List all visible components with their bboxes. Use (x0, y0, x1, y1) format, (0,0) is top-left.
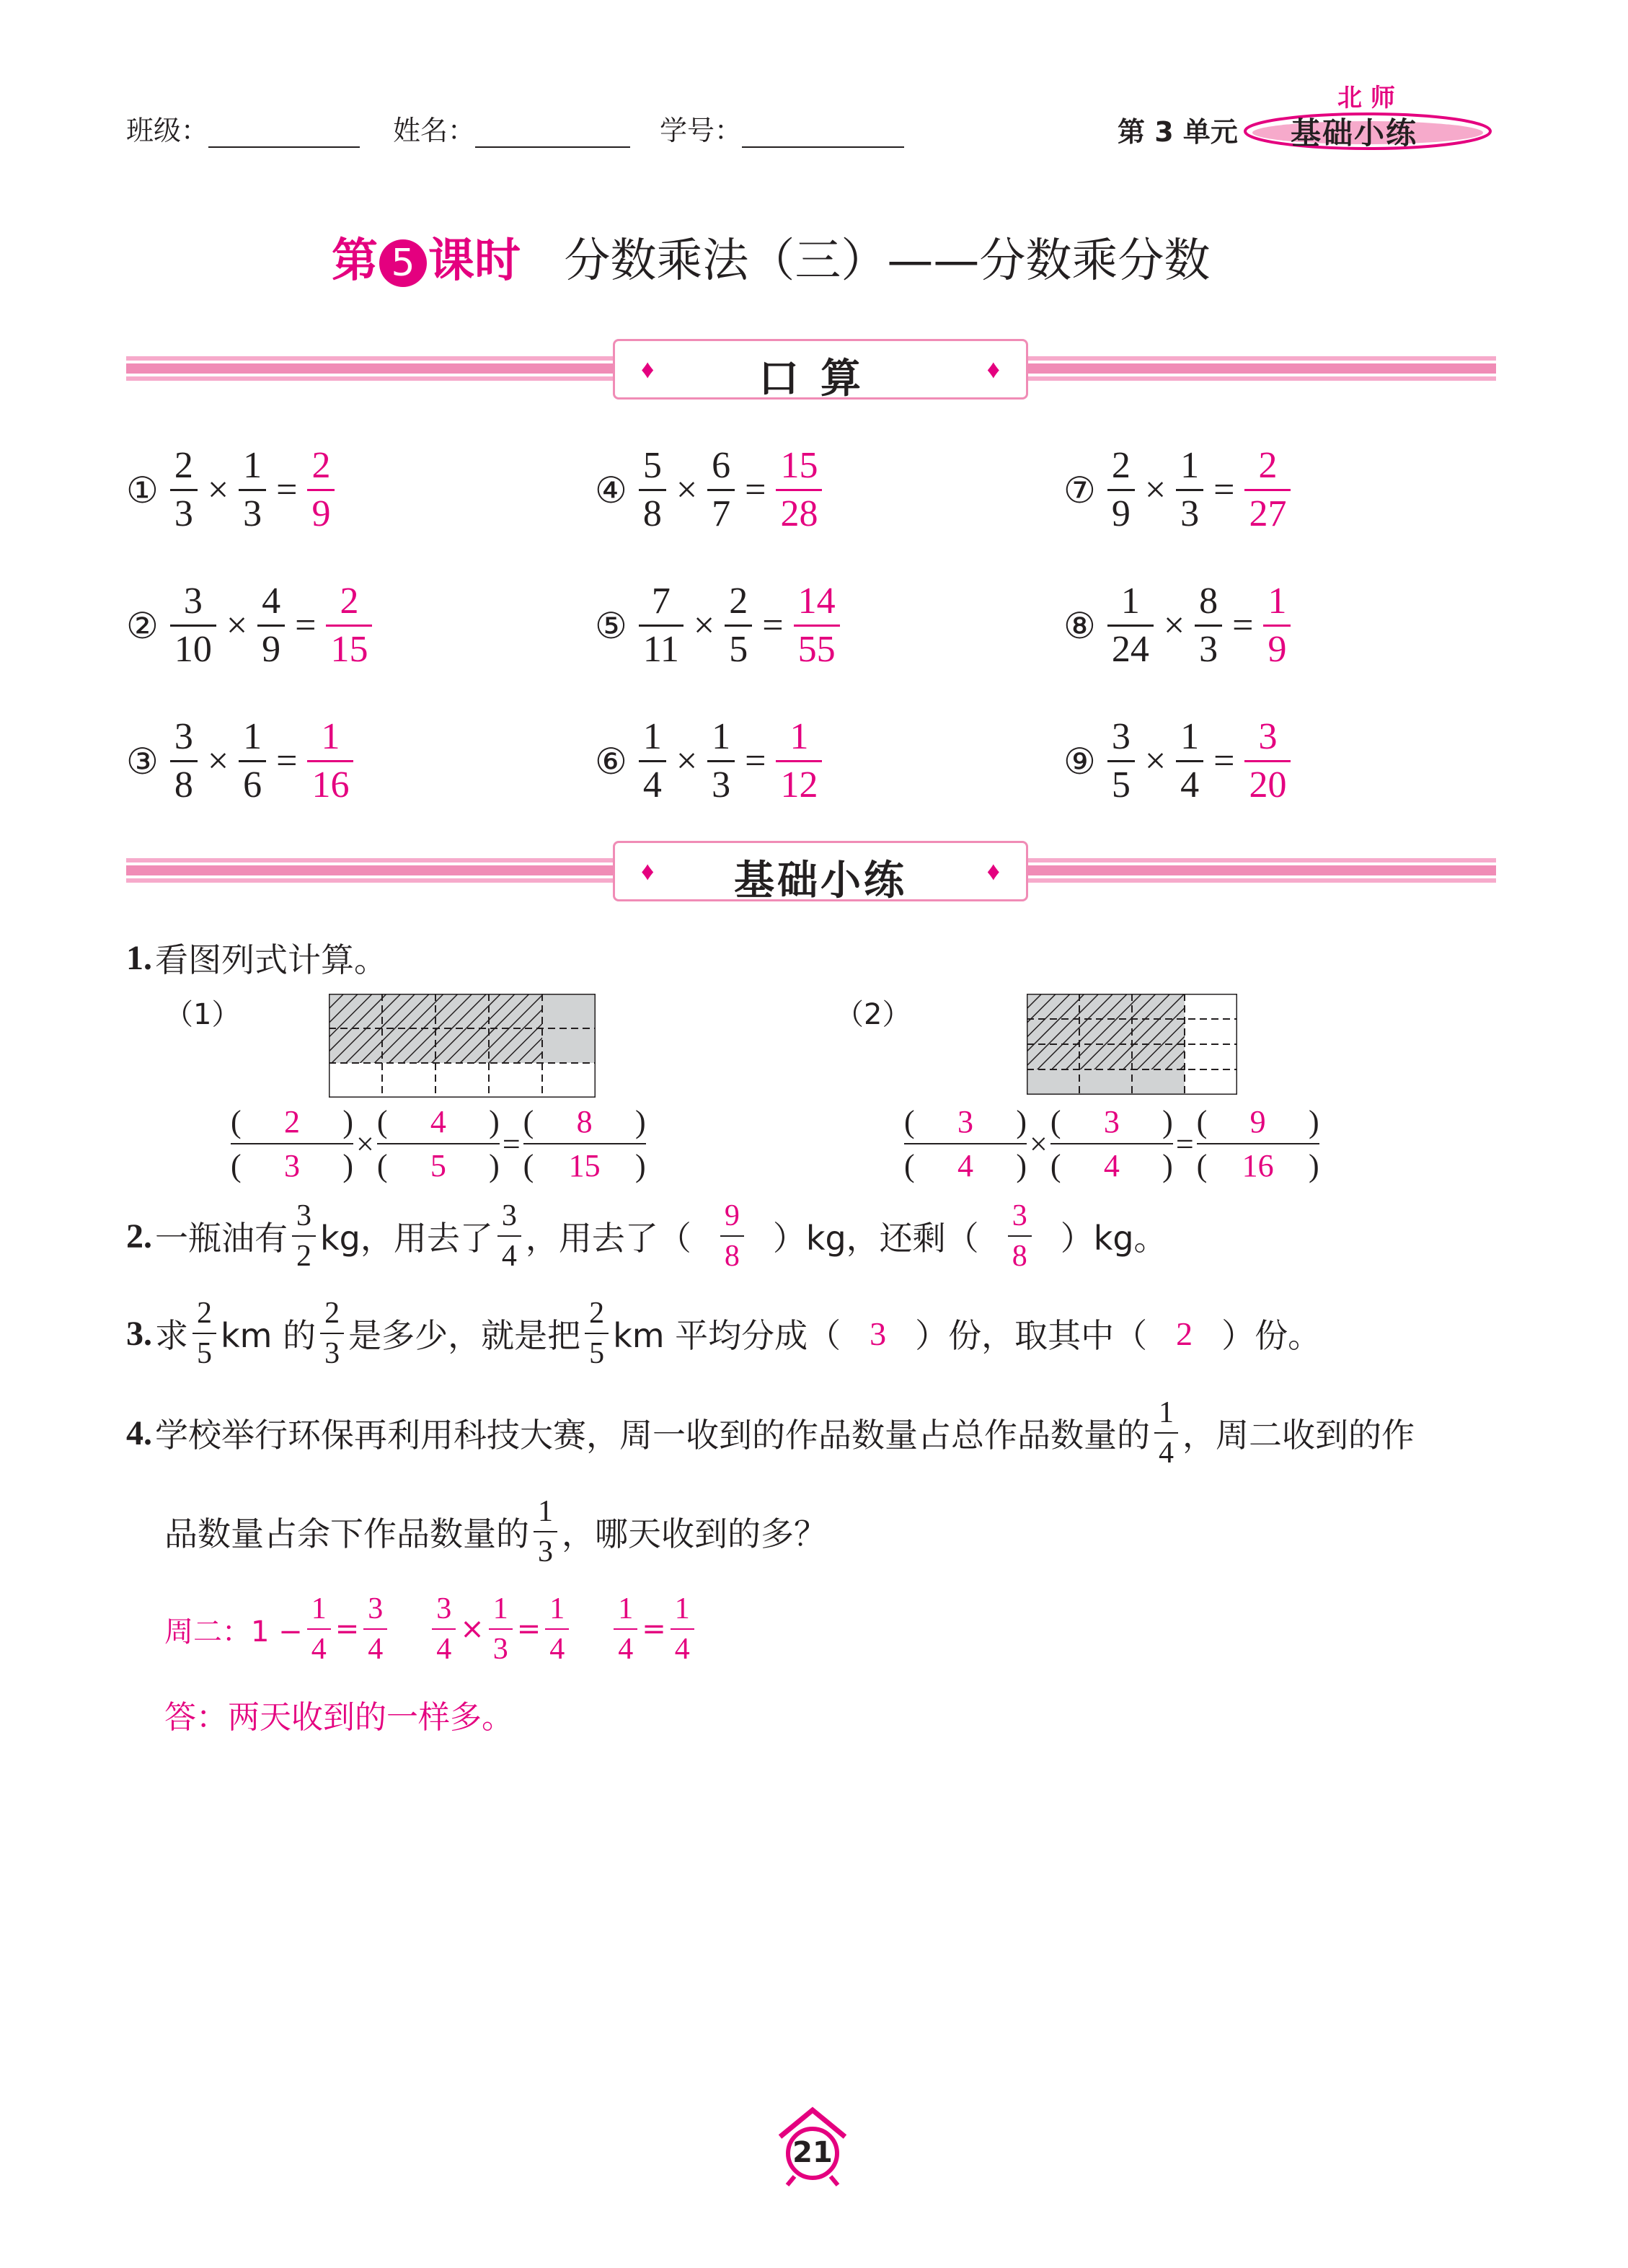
denominator: 4 (1176, 760, 1203, 804)
class-field (126, 108, 360, 148)
numerator: 3 (174, 716, 193, 757)
equals-sign: = (1213, 741, 1235, 782)
numerator: 2 (324, 1297, 340, 1330)
factor-b (239, 447, 266, 533)
q4-text-2: ，周二收到的作 (1182, 1416, 1415, 1455)
numerator: 1 (1159, 1396, 1174, 1429)
question-2 (126, 1201, 1167, 1271)
diamond-icon: ♦ (986, 857, 1000, 886)
section-heading-oral (613, 339, 1028, 400)
q1-answer-2: ( 3 ) ( 4 ) × ( 3 ) ( 4 ) = ( 9 ) ( 16 ) (904, 1104, 1319, 1183)
question-4-line-2 (164, 1496, 827, 1567)
solution-fraction (363, 1594, 387, 1664)
factor-a (1107, 718, 1135, 804)
denominator: 3 (170, 489, 198, 533)
numerator: 3 (501, 1199, 517, 1232)
factor-b (239, 718, 266, 804)
name-field (393, 108, 630, 148)
fraction-diagram-2 (1027, 994, 1237, 1095)
problem-index: ⑧ (1063, 605, 1096, 646)
page-number: 21 (792, 2136, 833, 2169)
question-number: 1. (126, 938, 152, 977)
times-sign: × (1163, 605, 1185, 646)
answer[interactable] (776, 447, 822, 533)
numerator: 14 (797, 581, 836, 622)
factor-a (170, 583, 216, 669)
numerator: 1 (311, 1592, 327, 1625)
equals-sign: = (516, 1612, 541, 1646)
numerator: 3 (1111, 716, 1131, 757)
solution-fraction (489, 1594, 513, 1664)
practice-heading: 基础小练 (734, 857, 907, 904)
answer[interactable] (307, 718, 353, 804)
factor-a (639, 583, 684, 669)
q2-text-2: kg，用去了 (320, 1219, 493, 1258)
denominator: 2 (292, 1235, 316, 1271)
solution-fraction (671, 1594, 694, 1664)
denominator: 28 (776, 489, 822, 533)
denominator: 5 (193, 1333, 216, 1369)
denominator: 4 (1154, 1432, 1178, 1468)
question-3 (126, 1298, 1321, 1369)
times-sign: × (207, 741, 229, 782)
factor-b (1176, 447, 1203, 533)
denominator: 4 (545, 1628, 569, 1664)
answer[interactable] (776, 718, 822, 804)
q2-answer-2[interactable] (1008, 1201, 1032, 1271)
q4-text-3: 品数量占余下作品数量的 (164, 1514, 529, 1553)
factor-a (170, 718, 198, 804)
denominator: 4 (307, 1628, 331, 1664)
diamond-icon: ♦ (641, 857, 655, 886)
unit-label: 第 3 单元 (1118, 116, 1238, 148)
denominator: 3 (707, 760, 735, 804)
name-blank[interactable] (475, 118, 630, 148)
factor-b (707, 718, 735, 804)
numerator: 1 (243, 716, 262, 757)
factor-b (257, 583, 285, 669)
equals-sign: = (276, 741, 298, 782)
factor-b (725, 583, 752, 669)
denominator: 4 (432, 1628, 456, 1664)
denominator: 3 (1176, 489, 1203, 533)
answer-numerator[interactable]: 8 (576, 1104, 593, 1139)
q3-text-1: 求 (155, 1316, 188, 1355)
numerator: 3 (1012, 1199, 1027, 1232)
q3-text-6: ）份。 (1221, 1316, 1322, 1355)
numerator: 1 (1180, 445, 1200, 486)
class-label: 班级： (126, 115, 209, 146)
name-label: 姓名： (393, 115, 476, 146)
equals-sign: = (745, 469, 766, 511)
answer-denominator[interactable]: 5 (430, 1148, 446, 1183)
q3-fraction-1 (193, 1298, 216, 1369)
denominator: 6 (239, 760, 266, 804)
factor-a (1107, 447, 1135, 533)
q2-fraction-2 (497, 1201, 521, 1271)
denominator: 4 (363, 1628, 387, 1664)
denominator: 3 (534, 1531, 557, 1567)
q3-text-4: km 平均分成（ (613, 1316, 841, 1355)
equals-sign: = (1213, 469, 1235, 511)
equals-sign: = (1232, 605, 1254, 646)
answer[interactable] (326, 583, 372, 669)
q4-text-1: 学校举行环保再利用科技大赛，周一收到的作品数量占总作品数量的 (155, 1416, 1150, 1455)
times-sign: × (676, 469, 698, 511)
lesson-prefix: 第 (332, 234, 378, 288)
equals-sign: = (642, 1612, 666, 1646)
equals-sign: = (762, 605, 784, 646)
oral-problem (595, 718, 826, 804)
problem-index: ⑥ (595, 741, 627, 782)
oral-problem (126, 718, 358, 804)
q3-text-2: km 的 (221, 1316, 317, 1355)
numerator: 1 (712, 716, 731, 757)
numerator: 3 (1258, 716, 1278, 757)
denominator: 16 (307, 760, 353, 804)
equals-sign: = (1175, 1126, 1194, 1162)
denominator: 8 (720, 1235, 744, 1271)
numerator: 1 (642, 716, 662, 757)
numerator: 6 (712, 445, 731, 486)
section-heading-practice (613, 841, 1028, 904)
fraction-diagram-1 (329, 994, 596, 1098)
answer-numerator[interactable]: 9 (1249, 1104, 1266, 1139)
times-sign: × (460, 1612, 485, 1646)
problem-index: ① (126, 469, 159, 511)
answer-denominator[interactable]: 16 (1242, 1148, 1274, 1183)
answer[interactable] (794, 583, 840, 669)
equals-sign: = (276, 469, 298, 511)
solution-label: 周二：1 − (164, 1615, 303, 1649)
answer-numerator[interactable]: 3 (957, 1104, 973, 1139)
numerator: 2 (1258, 445, 1278, 486)
answer[interactable] (1244, 447, 1291, 533)
factor-b (1176, 718, 1203, 804)
denominator: 4 (614, 1628, 637, 1664)
numerator: 1 (1120, 581, 1140, 622)
times-sign: × (207, 469, 229, 511)
numerator: 2 (311, 445, 331, 486)
id-field (660, 108, 904, 148)
numerator: 1 (492, 1592, 508, 1625)
q4-solution[interactable] (164, 1594, 699, 1664)
denominator: 4 (497, 1235, 521, 1271)
denominator: 15 (326, 625, 372, 669)
question-number: 3. (126, 1314, 152, 1353)
q4-fraction-2 (534, 1496, 557, 1567)
q1-sub1-label: （1） (164, 998, 241, 1031)
q1-answer-1: ( 2 ) ( 3 ) × ( 4 ) ( 5 ) = ( 8 ) ( 15 ) (231, 1104, 646, 1183)
answer-numerator[interactable]: 4 (430, 1104, 446, 1139)
denominator: 3 (1195, 625, 1222, 669)
page-title (332, 224, 1210, 290)
denominator: 55 (794, 625, 840, 669)
oral-heading: 口算 (758, 356, 882, 402)
lesson-number: 5 (379, 239, 427, 287)
numerator: 3 (368, 1592, 384, 1625)
factor-a (639, 447, 666, 533)
brand-main: 基础小练 (1291, 115, 1418, 151)
denominator: 12 (776, 760, 822, 804)
numerator: 1 (549, 1592, 565, 1625)
numerator: 1 (1268, 581, 1287, 622)
times-sign: × (226, 605, 248, 646)
numerator: 1 (538, 1495, 553, 1528)
problem-index: ⑦ (1063, 469, 1096, 511)
q4-answer[interactable]: 答：两天收到的一样多。 (164, 1699, 513, 1736)
numerator: 1 (789, 716, 809, 757)
factor-a (639, 718, 666, 804)
denominator: 20 (1244, 760, 1291, 804)
question-1 (126, 934, 387, 981)
oral-problem (1063, 447, 1295, 533)
denominator: 8 (170, 760, 198, 804)
problem-index: ③ (126, 741, 159, 782)
numerator: 1 (674, 1592, 690, 1625)
numerator: 3 (296, 1199, 311, 1232)
answer-denominator[interactable]: 4 (957, 1148, 973, 1183)
numerator: 9 (724, 1199, 740, 1232)
problem-index: ④ (595, 469, 627, 511)
numerator: 3 (436, 1592, 452, 1625)
q3-fraction-3 (585, 1298, 609, 1369)
times-sign: × (1030, 1126, 1048, 1162)
title-main: 分数乘法（三）——分数乘分数 (564, 234, 1211, 288)
class-blank[interactable] (208, 118, 360, 148)
oral-problem (1063, 583, 1295, 669)
numerator: 2 (197, 1297, 212, 1330)
problem-index: ② (126, 605, 159, 646)
denominator: 8 (1008, 1235, 1032, 1271)
denominator: 9 (1263, 625, 1291, 669)
factor-a (170, 447, 198, 533)
q2-text-1: 一瓶油有 (155, 1219, 288, 1258)
problem-index: ⑨ (1063, 741, 1096, 782)
q3-text-5: ）份，取其中（ (915, 1316, 1148, 1355)
answer[interactable] (1263, 583, 1291, 669)
answer[interactable] (1244, 718, 1291, 804)
numerator: 2 (589, 1297, 605, 1330)
denominator: 3 (239, 489, 266, 533)
numerator: 5 (642, 445, 662, 486)
question-number: 2. (126, 1217, 152, 1256)
denominator: 8 (639, 489, 666, 533)
q2-answer-1[interactable] (720, 1201, 744, 1271)
denominator: 3 (489, 1628, 513, 1664)
answer-numerator[interactable]: 3 (1103, 1104, 1120, 1139)
id-blank[interactable] (742, 118, 904, 148)
q2-text-3: ，用去了（ (525, 1219, 691, 1258)
question-text: 看图列式计算。 (155, 940, 387, 979)
solution-fraction (307, 1594, 331, 1664)
q2-fraction-1 (292, 1201, 316, 1271)
times-sign: × (1144, 741, 1167, 782)
equals-sign: = (295, 605, 317, 646)
numerator: 7 (651, 581, 671, 622)
denominator: 11 (639, 625, 684, 669)
equals-sign: = (335, 1612, 360, 1646)
numerator: 1 (1180, 716, 1200, 757)
question-4-line-1 (126, 1398, 1415, 1468)
times-sign: × (1144, 469, 1167, 511)
numerator: 2 (729, 581, 748, 622)
diamond-icon: ♦ (986, 355, 1000, 384)
numerator: 15 (780, 445, 818, 486)
numerator: 1 (618, 1592, 634, 1625)
answer-numerator[interactable]: 2 (284, 1104, 300, 1139)
q2-text-5: ）kg。 (1060, 1219, 1167, 1258)
denominator: 4 (671, 1628, 694, 1664)
numerator: 8 (1199, 581, 1218, 622)
answer[interactable] (307, 447, 335, 533)
answer-denominator[interactable]: 4 (1103, 1148, 1120, 1183)
oral-problem (595, 447, 826, 533)
denominator: 4 (639, 760, 666, 804)
equals-sign: = (745, 741, 766, 782)
brand-top: 北 师 (1337, 84, 1395, 112)
times-sign: × (356, 1126, 374, 1162)
times-sign: × (693, 605, 715, 646)
oral-problem (1063, 718, 1295, 804)
question-number: 4. (126, 1413, 152, 1452)
denominator: 9 (1107, 489, 1135, 533)
q3-text-3: 是多少，就是把 (348, 1316, 581, 1355)
numerator: 2 (1111, 445, 1131, 486)
diamond-icon: ♦ (641, 355, 655, 384)
denominator: 10 (170, 625, 216, 669)
denominator: 27 (1244, 489, 1291, 533)
factor-b (707, 447, 735, 533)
oral-problem (126, 447, 339, 533)
solution-fraction (545, 1594, 569, 1664)
q3-answer-2[interactable]: 2 (1176, 1315, 1193, 1352)
factor-a (1107, 583, 1154, 669)
q4-text-4: ，哪天收到的多？ (562, 1514, 827, 1553)
oral-problem (126, 583, 376, 669)
q3-fraction-2 (320, 1298, 344, 1369)
denominator: 5 (1107, 760, 1135, 804)
equals-sign: = (502, 1126, 521, 1162)
q4-fraction-1 (1154, 1398, 1178, 1468)
numerator: 3 (183, 581, 203, 622)
q2-text-4: ）kg，还剩（ (772, 1219, 979, 1258)
numerator: 2 (340, 581, 359, 622)
answer-denominator[interactable]: 15 (568, 1148, 601, 1183)
times-sign: × (676, 741, 698, 782)
denominator: 5 (585, 1333, 609, 1369)
denominator: 9 (257, 625, 285, 669)
denominator: 3 (320, 1333, 344, 1369)
denominator: 5 (725, 625, 752, 669)
denominator: 24 (1107, 625, 1154, 669)
numerator: 1 (243, 445, 262, 486)
solution-fraction (614, 1594, 637, 1664)
q1-sub2-label: （2） (835, 998, 911, 1031)
denominator: 9 (307, 489, 335, 533)
solution-fraction (432, 1594, 456, 1664)
factor-b (1195, 583, 1222, 669)
q3-answer-1[interactable]: 3 (870, 1315, 887, 1352)
denominator: 7 (707, 489, 735, 533)
oral-problem (595, 583, 844, 669)
id-label: 学号： (660, 115, 743, 146)
lesson-suffix: 课时 (428, 234, 521, 288)
numerator: 4 (262, 581, 281, 622)
problem-index: ⑤ (595, 605, 627, 646)
answer-denominator[interactable]: 3 (284, 1148, 300, 1183)
numerator: 1 (321, 716, 340, 757)
numerator: 2 (174, 445, 193, 486)
